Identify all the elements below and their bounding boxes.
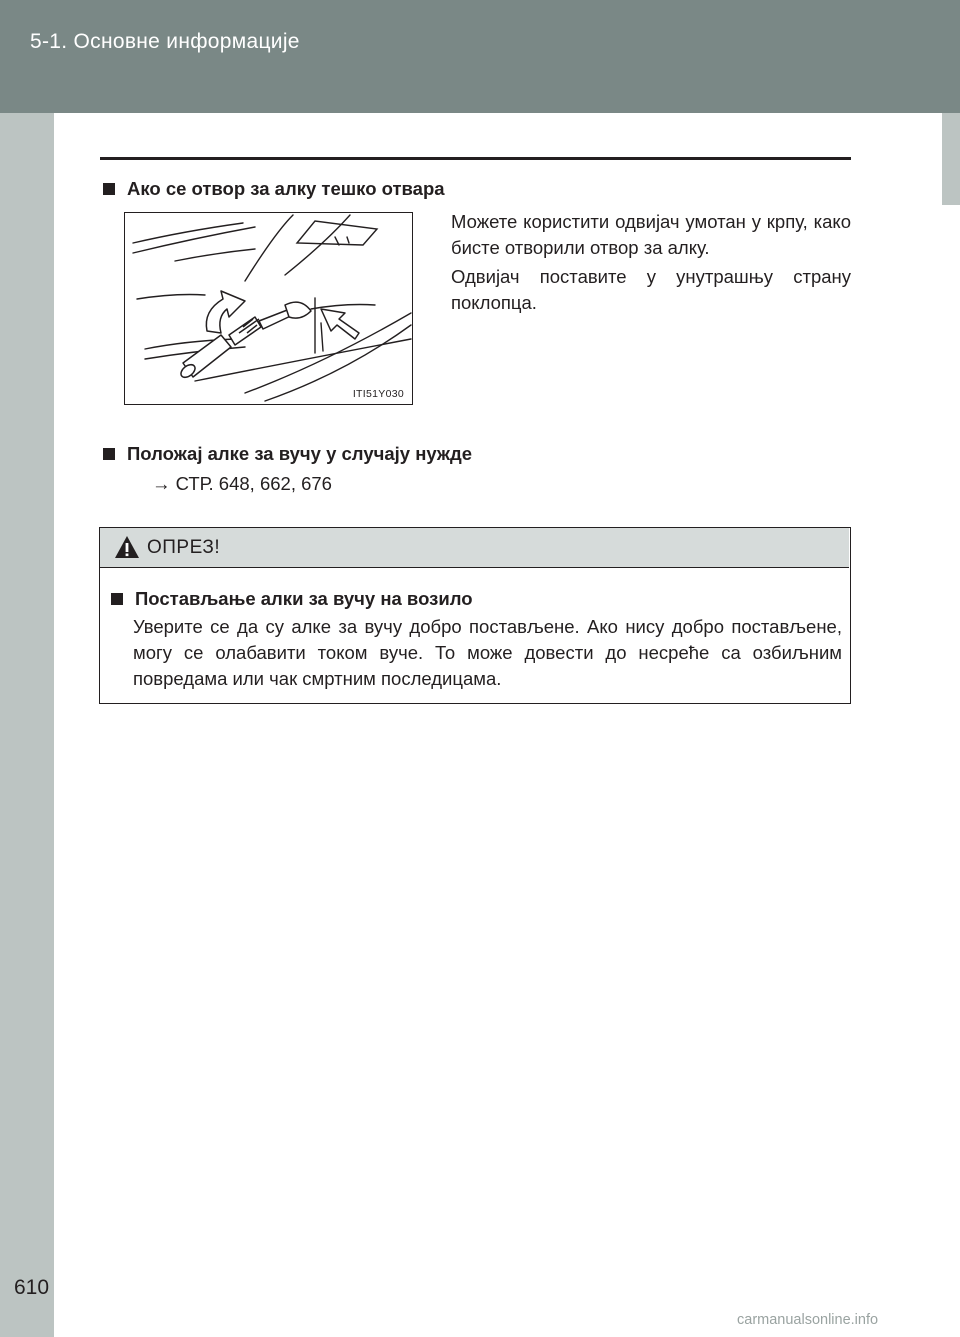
section-heading-location [103, 443, 472, 465]
section-heading-text: Ако се отвор за алку тешко отвара [127, 178, 445, 199]
page-header [0, 0, 960, 113]
section-heading-text: Положај алке за вучу у случају нужде [127, 443, 473, 464]
caution-heading-text: Постављање алки за вучу на возило [135, 588, 473, 609]
left-sidebar-band [0, 113, 54, 1337]
top-rule [100, 157, 851, 160]
screwdriver-illustration [124, 212, 413, 405]
warning-triangle-icon [114, 535, 140, 559]
screwdriver-cover-drawing [125, 213, 413, 405]
chapter-tab-marker [942, 113, 960, 205]
figure-code: ITI51Y030 [352, 388, 404, 400]
page-reference: → СТР. 648, 662, 676 [152, 473, 332, 494]
right-margin [938, 113, 960, 1337]
caution-text: Уверите се да су алке за вучу добро постављене. Ако нису добро постављене, могу се олабавити током вуче. То може довести до несреће са озбиљним повредама или чак смртним последицама. [133, 616, 842, 689]
instruction-paragraph-2: Одвијач поставите у унутрашњу страну поклопца. [451, 266, 851, 313]
section-title: 5-1. Основне информације [30, 30, 300, 53]
watermark: carmanualsonline.info [737, 1312, 879, 1328]
section-heading-hatch [103, 178, 445, 200]
square-bullet-icon [111, 593, 123, 605]
caution-box [99, 527, 851, 704]
caution-header [100, 528, 849, 568]
caution-heading [111, 588, 473, 610]
square-bullet-icon [103, 448, 115, 460]
square-bullet-icon [103, 183, 115, 195]
instruction-paragraph-1: Можете користити одвијач умотан у крпу, како бисте отворили отвор за алку. [451, 211, 851, 258]
page-number: 610 [14, 1276, 50, 1299]
caution-title: ОПРЕЗ! [147, 537, 221, 558]
